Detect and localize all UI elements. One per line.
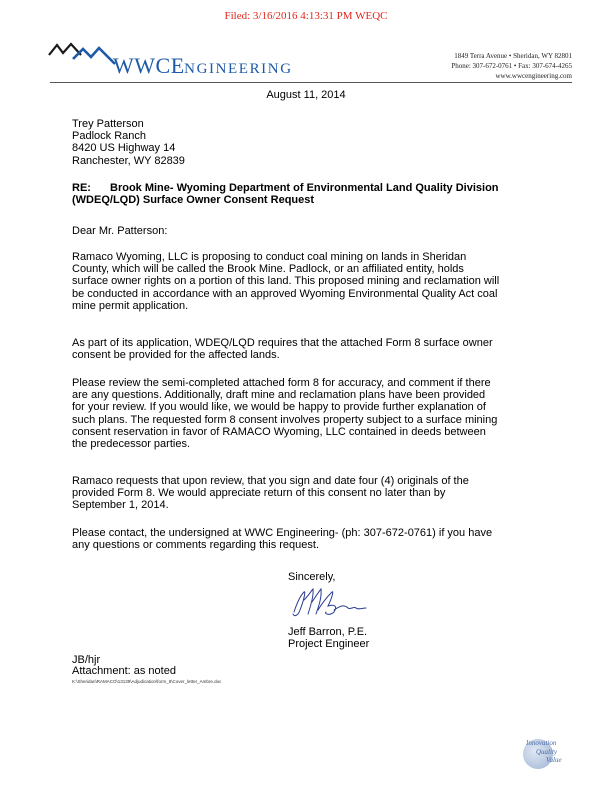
- paragraph-line: be conducted in accordance with an approved Wyoming Environmental Quality Act coal: [72, 287, 498, 300]
- paragraph-1: [72, 251, 547, 312]
- recipient-name: Trey Patterson: [72, 118, 144, 130]
- company-logo: [47, 40, 293, 80]
- signer-name: Jeff Barron, P.E.: [288, 626, 368, 638]
- paragraph-line: such plans. The requested form 8 consent involves property subject to a surface mining: [72, 413, 498, 426]
- file-path: K:\Sheridan\RAMACO\13139\Adjudication\form_8\Cover_letter_Ambre.doc: [72, 679, 222, 684]
- recipient-street: 8420 US Highway 14: [72, 142, 176, 155]
- signer-title: Project Engineer: [288, 638, 370, 651]
- paragraph-line: for your review. If you would like, we would be happy to provide further explanation of: [72, 401, 486, 414]
- letterhead-address: 1849 Terra Avenue • Sheridan, WY 82801: [454, 52, 572, 60]
- paragraph-line: Ramaco Wyoming, LLC is proposing to conduct coal mining on lands in Sheridan: [72, 251, 467, 263]
- letterhead-contact: [451, 51, 572, 81]
- paragraph-3: [72, 377, 547, 450]
- attachment-note: Attachment: as noted: [72, 665, 176, 677]
- signer-block: [288, 626, 369, 650]
- reference-block: [72, 655, 176, 677]
- paragraph-line: September 1, 2014.: [72, 499, 169, 512]
- paragraph-line: consent reservation in favor of RAMACO Wyoming, LLC contained in deeds between: [72, 425, 486, 438]
- paragraph-line: are any questions. Additionally, draft mine and reclamation plans have been provided: [72, 389, 486, 402]
- paragraph-2: [72, 337, 547, 361]
- signature-icon: [288, 586, 368, 622]
- paragraph-line: mine permit application.: [72, 299, 189, 312]
- paragraph-line: Please review the semi-completed attached form 8 for accuracy, and comment if there: [72, 377, 491, 389]
- brand-e: E: [170, 53, 185, 78]
- paragraph-line: Please contact, the undersigned at WWC Engineering- (ph: 307-672-0761) if you have: [72, 527, 493, 539]
- subject-line-2: (WDEQ/LQD) Surface Owner Consent Request: [72, 194, 315, 207]
- paragraph-line: provided Form 8. We would appreciate return of this consent no later than by: [72, 487, 446, 500]
- letterhead-website: www.wwcengineering.com: [495, 72, 572, 80]
- subject-line: [72, 182, 547, 206]
- subject-line-1: Brook Mine- Wyoming Department of Environmental Land Quality Division: [110, 182, 499, 194]
- recipient-city: Ranchester, WY 82839: [72, 154, 185, 167]
- tagline-badge: [522, 734, 570, 776]
- brand-wordmark: [113, 55, 293, 77]
- paragraph-line: the predecessor parties.: [72, 438, 191, 451]
- paragraph-line: As part of its application, WDEQ/LQD requires that the attached Form 8 surface owner: [72, 337, 493, 349]
- letterhead-divider: [50, 82, 572, 83]
- badge-value: Value: [546, 756, 562, 764]
- badge-innovation: Innovation: [526, 739, 557, 747]
- paragraph-4: [72, 475, 547, 512]
- recipient-address: [72, 118, 547, 167]
- typist-initials: JB/hjr: [72, 654, 101, 666]
- letterhead-phone: Phone: 307-672-0761 • Fax: 307-674-4265: [451, 62, 572, 70]
- letter-date: August 11, 2014: [266, 89, 346, 101]
- brand-rest: NGINEERING: [184, 61, 293, 77]
- salutation: Dear Mr. Patterson:: [72, 225, 168, 237]
- paragraph-line: County, which will be called the Brook Mine. Padlock, or an affiliated entity, holds: [72, 263, 464, 276]
- paragraph-5: [72, 527, 547, 551]
- closing: Sincerely,: [288, 571, 336, 583]
- badge-quality: Quality: [536, 748, 557, 756]
- paragraph-line: surface owner rights on a portion of this land. This proposed mining and reclamation will: [72, 275, 500, 288]
- filed-stamp: Filed: 3/16/2016 4:13:31 PM WEQC: [224, 10, 388, 22]
- recipient-company: Padlock Ranch: [72, 130, 146, 143]
- paragraph-line: Ramaco requests that upon review, that you sign and date four (4) originals of the: [72, 475, 469, 487]
- paragraph-line: consent be provided for the affected lands.: [72, 349, 280, 362]
- paragraph-line: any questions or comments regarding this request.: [72, 539, 320, 552]
- mountain-logo-icon: [47, 40, 117, 70]
- brand-wwc: WWC: [113, 53, 171, 78]
- subject-label: RE:: [72, 182, 91, 194]
